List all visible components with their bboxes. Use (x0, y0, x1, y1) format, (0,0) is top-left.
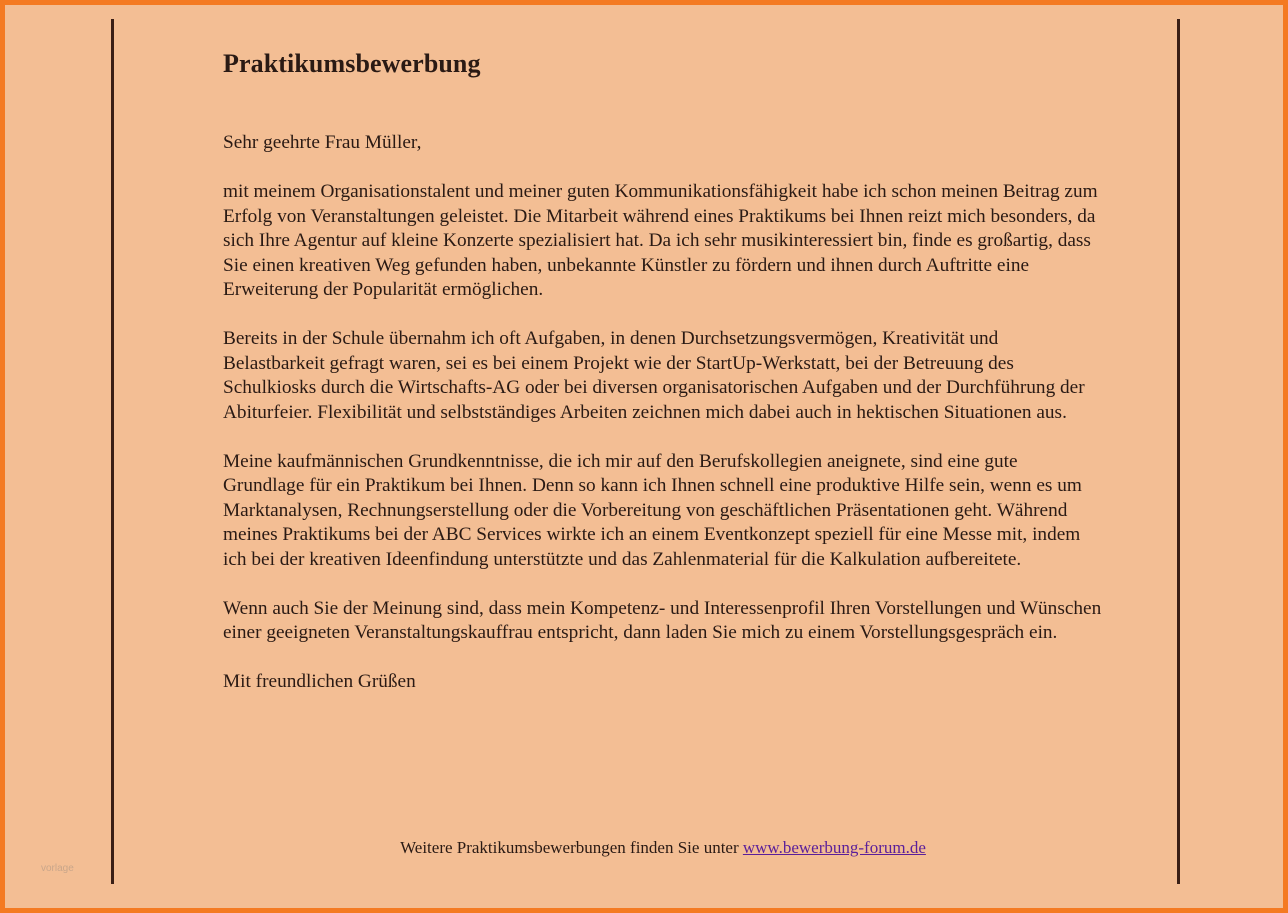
left-margin-rule (111, 19, 114, 884)
salutation: Sehr geehrte Frau Müller, (223, 132, 422, 153)
closing: Mit freundlichen Grüßen (223, 671, 416, 692)
paragraph-1: mit meinem Organisationstalent und meiner guten Kommunikationsfähigkeit habe ich schon meinen Beitrag zum Erfolg von Veranstaltungen geleistet. Die Mitarbeit während eines Praktikums bei Ihnen reizt mich besonders, da sich Ihre Agentur auf kleine Konzerte spezialisiert hat. Da ich sehr musikinteressiert bin, finde es großartig, dass Sie einen kreativen Weg gefunden haben, unbekannte Künstler zu fördern und ihnen durch Auftritte eine Erweiterung der Popularität ermöglichen. (223, 181, 1098, 300)
letter-body (223, 49, 1103, 719)
right-margin-rule (1177, 19, 1180, 884)
paragraph-2: Bereits in der Schule übernahm ich oft Aufgaben, in denen Durchsetzungsvermögen, Kreativität und Belastbarkeit gefragt waren, sei es bei einem Projekt wie der StartUp-Werkstatt, bei der Betreuung des Schulkiosks durch die Wirtschafts-AG oder bei diversen organisatorischen Aufgaben und der Durchführung der Abiturfeier. Flexibilität und selbstständiges Arbeiten zeichnen mich dabei auch in hektischen Situationen aus. (223, 328, 1085, 423)
paragraph-3: Meine kaufmännischen Grundkenntnisse, die ich mir auf den Berufskollegien aneignete, sind eine gute Grundlage für ein Praktikum bei Ihnen. Denn so kann ich Ihnen schnell eine produktive Hilfe sein, wenn es um Marktanalysen, Rechnungserstellung oder die Vorbereitung von geschäftlichen Präsentationen geht. Während meines Praktikums bei der ABC Services wirkte ich an einem Eventkonzept speziell für eine Messe mit, indem ich bei der kreativen Ideenfindung unterstützte und das Zahlenmaterial für die Kalkulation aufbereitete. (223, 450, 1082, 570)
paragraph-4: Wenn auch Sie der Meinung sind, dass mein Kompetenz- und Interessenprofil Ihren Vorstellungen und Wünschen einer geeigneten Veranstaltungskauffrau entspricht, dann laden Sie mich zu einem Vorstellungsgespräch ein. (223, 597, 1102, 643)
footer-link[interactable]: www.bewerbung-forum.de (742, 838, 926, 857)
letter-title: Praktikumsbewerbung (223, 49, 481, 78)
watermark-text: vorlage (41, 863, 74, 874)
footer-text: Weitere Praktikumsbewerbungen finden Sie unter (400, 838, 743, 857)
footer-note (223, 838, 1103, 858)
